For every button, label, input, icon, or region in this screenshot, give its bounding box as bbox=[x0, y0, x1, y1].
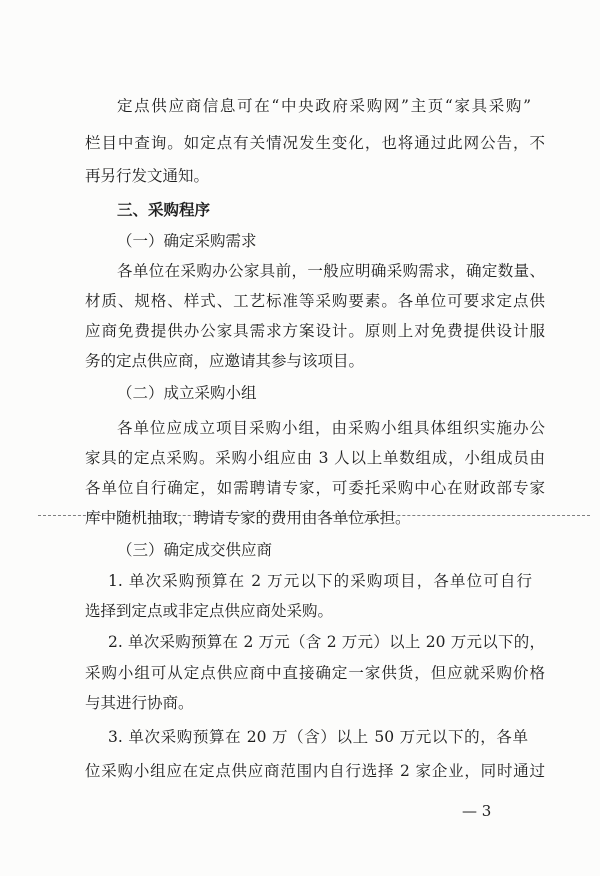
text-line: 各单位应成立项目采购小组，由采购小组具体组织实施办公 bbox=[117, 419, 545, 437]
text-line: 材质、规格、样式、工艺标准等采购要素。各单位可要求定点供 bbox=[85, 292, 545, 310]
text-line: 与其进行协商。 bbox=[85, 694, 194, 712]
subsection-heading: （三）确定成交供应商 bbox=[117, 541, 273, 559]
text-line: 应商免费提供办公家具需求方案设计。原则上对免费提供设计服 bbox=[85, 322, 545, 340]
text-line: 家具的定点采购。采购小组应由 3 人以上单数组成，小组成员由 bbox=[85, 449, 545, 467]
text-line: 再另行发文通知。 bbox=[85, 167, 210, 185]
text-line: 选择到定点或非定点供应商处采购。 bbox=[85, 602, 334, 620]
subsection-heading: （二）成立采购小组 bbox=[117, 384, 257, 402]
list-item-line: 2. 单次采购预算在 2 万元（含 2 万元）以上 20 万元以下的， bbox=[108, 633, 545, 651]
text-line: 各单位在采购办公家具前，一般应明确采购需求，确定数量、 bbox=[117, 262, 545, 280]
page-number: — 3 bbox=[462, 802, 492, 820]
section-heading: 三、采购程序 bbox=[117, 200, 211, 219]
text-line: 定点供应商信息可在“中央政府采购网”主页“家具采购” bbox=[117, 97, 531, 115]
list-item-line: 3. 单次采购预算在 20 万（含）以上 50 万元以下的，各单 bbox=[108, 728, 528, 746]
text-line: 栏目中查询。如定点有关情况发生变化，也将通过此网公告，不 bbox=[85, 134, 545, 152]
text-line: 务的定点供应商，应邀请其参与该项目。 bbox=[85, 352, 365, 370]
list-item-line: 1. 单次采购预算在 2 万元以下的采购项目，各单位可自行 bbox=[108, 572, 532, 590]
text-line: 库中随机抽取，聘请专家的费用由各单位承担。 bbox=[85, 509, 411, 527]
text-line: 采购小组可从定点供应商中直接确定一家供货，但应就采购价格 bbox=[85, 664, 545, 682]
text-line: 位采购小组应在定点供应商范围内自行选择 2 家企业，同时通过 bbox=[85, 762, 545, 780]
subsection-heading: （一）确定采购需求 bbox=[117, 232, 257, 250]
text-line: 各单位自行确定，如需聘请专家，可委托采购中心在财政部专家 bbox=[85, 479, 545, 497]
